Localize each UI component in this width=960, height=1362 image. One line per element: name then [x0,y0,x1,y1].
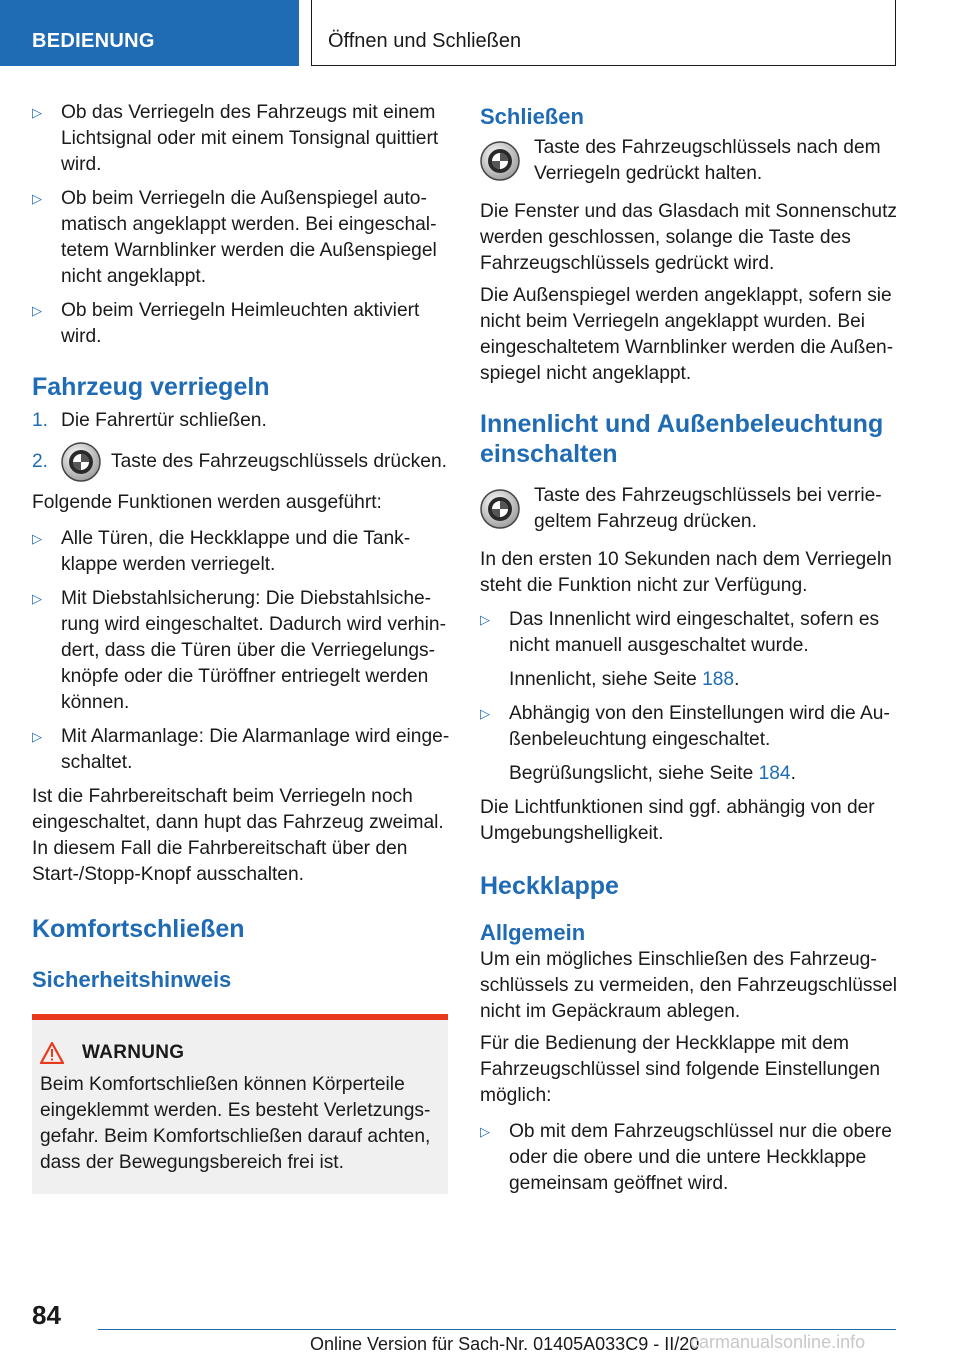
lights-paragraph: In den ersten 10 Sekunden nach dem Verriegeln steht die Funktion nicht zur Verfügung. [480,549,892,596]
general-paragraph: Um ein mögliches Einschließen des Fahrzeugschlüssels zu vermeiden, den Fahrzeugschlüssel nicht im Gepäckraum ablegen. [480,949,898,1022]
lock-heading: Fahrzeug verriegeln [32,373,270,401]
triangle-bullet-icon: ▷ [32,105,42,120]
comfort-heading: Komfortschließen [32,915,245,943]
drive-ready-paragraph: Ist die Fahrbereitschaft beim Verriegeln noch eingeschaltet, dann hupt das Fahrzeug zweimal. In diesem Fall die Fahrbereitschaft über den Start-/Stopp-Knopf ausschalten. [32,786,444,885]
right-column [480,100,898,1205]
page-reference: Begrüßungslicht, siehe Seite 184. [509,763,796,784]
bmw-key-button-icon [480,489,520,529]
list-item: ▷ Mit Alarmanlage: Die Alarmanlage wird eingeschaltet. [32,724,450,776]
list-item: ▷ Abhängig von den Einstellungen wird die Außenbeleuchtung eingeschaltet. [480,701,898,753]
warning-title: WARNUNG [82,1042,185,1063]
bmw-key-button-icon [480,141,520,181]
close-paragraph: Die Fenster und das Glasdach mit Sonnenschutz werden geschlossen, solange die Taste des Fahrzeugschlüssels gedrückt wird. [480,201,898,274]
left-column [32,100,450,1194]
page-reference: Innenlicht, siehe Seite 188. [509,669,740,690]
close-paragraph: Die Außenspiegel werden angeklappt, sofern sie nicht beim Verriegeln angeklappt wurden. Bei eingeschaltetem Warnblinker werden die Außenspiegel nicht angeklappt. [480,285,894,384]
tailgate-heading: Heckklappe [480,872,619,900]
close-heading: Schließen [480,104,584,129]
page-link[interactable]: 188 [702,669,735,690]
safety-heading: Sicherheitshinweis [32,967,232,992]
section-title: BEDIENUNG [0,0,299,66]
triangle-bullet-icon: ▷ [32,591,42,606]
triangle-bullet-icon: ▷ [32,191,42,206]
triangle-bullet-icon: ▷ [480,706,490,721]
watermark: carmanualsonline.info [690,1332,866,1352]
warning-box [32,1014,448,1194]
step-item [32,408,450,434]
functions-intro: Folgende Funktionen werden ausgeführt: [32,492,382,513]
list-item: ▷ Das Innenlicht wird eingeschaltet, sofern es nicht manuell ausgeschaltet wurde. [480,607,898,659]
page-header [0,0,960,66]
page-number: 84 [32,1300,61,1330]
list-item: ▷ Ob beim Verriegeln die Außenspiegel automatisch angeklappt werden. Bei eingeschaltetem Warnblinker werden die Außenspiegel nicht angeklappt. [32,186,450,290]
triangle-bullet-icon: ▷ [32,303,42,318]
key-instruction [480,135,898,187]
list-item: ▷ Ob beim Verriegeln Heimleuchten aktiviert wird. [32,298,450,350]
online-version: Online Version für Sach-Nr. 01405A033C9 - II/20 [310,1334,700,1354]
lights-note: Die Lichtfunktionen sind ggf. abhängig von der Umgebungshelligkeit. [480,797,875,844]
warning-header [40,1040,438,1066]
step-text: Die Fahrertür schließen. [61,410,267,431]
key-instruction [480,483,898,535]
key-instruction-text: Taste des Fahrzeugschlüssels bei verriegeltem Fahrzeug drücken. [534,485,882,532]
step-number: 1. [32,410,49,431]
step-item [32,442,450,482]
step-number: 2. [32,451,49,472]
list-item: ▷ Mit Diebstahlsicherung: Die Diebstahlsicherung wird eingeschaltet. Dadurch wird verhindert, dass die Türen über die Verriegelungsknöpfe oder die Türöffner entriegelt werden können. [32,586,450,716]
page-link[interactable]: 184 [758,763,791,784]
list-item: ▷ Alle Türen, die Heckklappe und die Tankklappe werden verriegelt. [32,526,450,578]
list-item: ▷ Ob mit dem Fahrzeugschlüssel nur die obere oder die obere und die untere Heckklappe gemeinsam geöffnet wird. [480,1119,898,1197]
general-paragraph: Für die Bedienung der Heckklappe mit dem Fahrzeugschlüssel sind folgende Einstellungen möglich: [480,1033,880,1106]
step-text: Taste des Fahrzeugschlüssels drücken. [111,451,447,472]
triangle-bullet-icon: ▷ [480,612,490,627]
warning-triangle-icon [40,1042,64,1064]
lights-heading: Innenlicht und Außenbeleuchtung einschalten [480,410,884,468]
triangle-bullet-icon: ▷ [480,1124,490,1139]
warning-text: Beim Komfortschließen können Körperteile eingeklemmt werden. Es besteht Verletzungsgefahr. Beim Komfortschließen darauf achten, dass der Bewegungsbereich frei ist. [40,1074,431,1173]
chapter-title: Öffnen und Schließen [311,0,896,66]
triangle-bullet-icon: ▷ [32,531,42,546]
triangle-bullet-icon: ▷ [32,729,42,744]
footer-divider [98,1329,896,1330]
key-instruction-text: Taste des Fahrzeugschlüssels nach dem Verriegeln gedrückt halten. [534,137,881,184]
general-heading: Allgemein [480,920,586,945]
bmw-key-button-icon [61,442,101,482]
list-item: ▷ Ob das Verriegeln des Fahrzeugs mit einem Lichtsignal oder mit einem Tonsignal quittiert wird. [32,100,450,178]
